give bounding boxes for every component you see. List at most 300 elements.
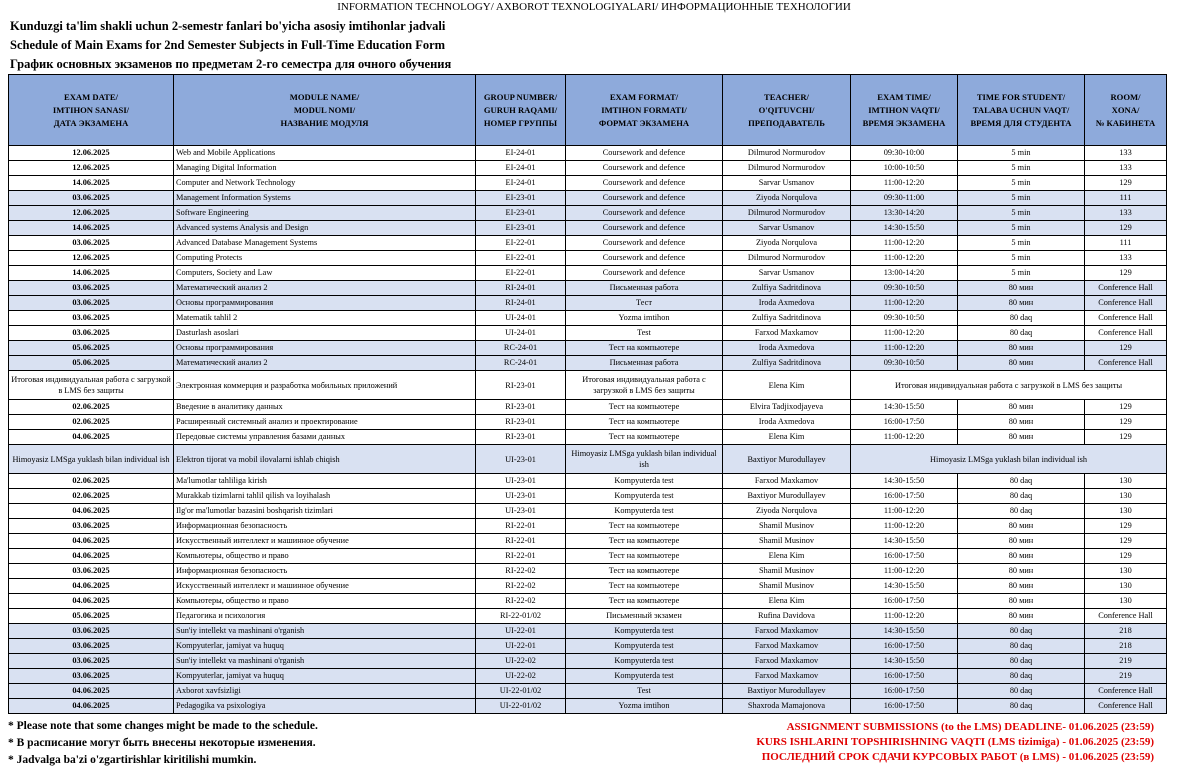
cell-date: 03.06.2025 [9, 519, 174, 534]
table-row [9, 176, 1167, 191]
cell-date: 03.06.2025 [9, 624, 174, 639]
note-uz: * Jadvalga ba'zi o'zgartirishlar kiritilishi mumkin. [8, 754, 257, 766]
subtitle-uz: Kunduzgi ta'lim shakli uchun 2-semestr fanlari bo'yicha asosiy imtihonlar jadvali [10, 19, 446, 33]
cell-format: Coursework and defence [566, 176, 723, 191]
cell-room: 130 [1085, 474, 1167, 489]
cell-group: RI-22-01/02 [476, 609, 566, 624]
cell-module: Dasturlash asoslari [174, 326, 476, 341]
cell-format: Итоговая индивидуальная работа с загрузкой в LMS без защиты [566, 371, 723, 400]
cell-module: Электронная коммерция и разработка мобильных приложений [174, 371, 476, 400]
column-header-exam-date [9, 75, 174, 146]
cell-duration: 80 мин [958, 400, 1085, 415]
cell-room: 133 [1085, 161, 1167, 176]
cell-time: 09:30-10:50 [851, 311, 958, 326]
cell-time: 11:00-12:20 [851, 296, 958, 311]
column-header-line: GURUH RAQAMI/ [483, 104, 558, 115]
column-header-line: ФОРМАТ ЭКЗАМЕНА [598, 117, 690, 128]
cell-duration: 80 мин [958, 534, 1085, 549]
table-row [9, 266, 1167, 281]
cell-module: Основы программирования [174, 296, 476, 311]
cell-module: Advanced Database Management Systems [174, 236, 476, 251]
column-header-line: НАЗВАНИЕ МОДУЛЯ [280, 117, 369, 128]
cell-group: UI-22-01 [476, 624, 566, 639]
cell-duration: 5 min [958, 236, 1085, 251]
cell-teacher: Baxtiyor Murodullayev [723, 489, 851, 504]
column-header-line: НОМЕР ГРУППЫ [483, 117, 558, 128]
cell-module: Advanced systems Analysis and Design [174, 221, 476, 236]
cell-date: 02.06.2025 [9, 474, 174, 489]
deadline-en: ASSIGNMENT SUBMISSIONS (to the LMS) DEADLINE- 01.06.2025 (23:59) [786, 721, 1154, 733]
cell-format: Coursework and defence [566, 191, 723, 206]
cell-room: Conference Hall [1085, 281, 1167, 296]
cell-room: Conference Hall [1085, 609, 1167, 624]
cell-time: 14:30-15:50 [851, 579, 958, 594]
cell-module: Sun'iy intellekt va mashinani o'rganish [174, 654, 476, 669]
cell-group: RI-22-01 [476, 549, 566, 564]
table-row [9, 430, 1167, 445]
cell-teacher: Iroda Axmedova [723, 341, 851, 356]
table-row [9, 594, 1167, 609]
cell-group: EI-22-01 [476, 251, 566, 266]
cell-module: Management Information Systems [174, 191, 476, 206]
cell-duration: 80 мин [958, 415, 1085, 430]
cell-duration: 80 daq [958, 654, 1085, 669]
cell-group: RI-24-01 [476, 296, 566, 311]
cell-time: 16:00-17:50 [851, 489, 958, 504]
column-header-room [1085, 75, 1167, 146]
cell-date: 04.06.2025 [9, 684, 174, 699]
cell-duration: 80 daq [958, 684, 1085, 699]
cell-date: 03.06.2025 [9, 311, 174, 326]
cell-teacher: Shamil Musinov [723, 534, 851, 549]
cell-group: UI-22-01/02 [476, 699, 566, 714]
cell-module: Kompyuterlar, jamiyat va huquq [174, 669, 476, 684]
cell-format: Test [566, 326, 723, 341]
cell-duration: 80 мин [958, 564, 1085, 579]
cell-time: 16:00-17:50 [851, 699, 958, 714]
cell-time: 11:00-12:20 [851, 251, 958, 266]
cell-format: Kompyuterda test [566, 489, 723, 504]
cell-module: Murakkab tizimlarni tahlil qilish va loyihalash [174, 489, 476, 504]
cell-room: 218 [1085, 639, 1167, 654]
cell-date: 12.06.2025 [9, 251, 174, 266]
cell-date: 12.06.2025 [9, 161, 174, 176]
table-row [9, 251, 1167, 266]
table-row [9, 356, 1167, 371]
cell-module: Искусственный интеллект и машинное обучение [174, 534, 476, 549]
cell-time: 16:00-17:50 [851, 594, 958, 609]
cell-time: 09:30-10:50 [851, 356, 958, 371]
cell-room: 219 [1085, 669, 1167, 684]
cell-format: Тест на компьютере [566, 534, 723, 549]
table-row [9, 161, 1167, 176]
cell-time: 16:00-17:50 [851, 415, 958, 430]
cell-group: EI-23-01 [476, 206, 566, 221]
cell-format: Тест [566, 296, 723, 311]
cell-module: Математический анализ 2 [174, 281, 476, 296]
cell-time: 14:30-15:50 [851, 654, 958, 669]
column-header-line: EXAM TIME/ [877, 91, 931, 102]
cell-module: Sun'iy intellekt va mashinani o'rganish [174, 624, 476, 639]
cell-format: Test [566, 684, 723, 699]
cell-format: Kompyuterda test [566, 504, 723, 519]
table-row [9, 326, 1167, 341]
table-row [9, 579, 1167, 594]
cell-format: Coursework and defence [566, 161, 723, 176]
cell-date: 03.06.2025 [9, 236, 174, 251]
cell-teacher: Shamil Musinov [723, 519, 851, 534]
cell-date: 14.06.2025 [9, 266, 174, 281]
cell-room: Conference Hall [1085, 296, 1167, 311]
cell-teacher: Farxod Maxkamov [723, 639, 851, 654]
table-row [9, 654, 1167, 669]
exam-schedule-table [8, 74, 1167, 714]
cell-room: 129 [1085, 415, 1167, 430]
cell-format: Kompyuterda test [566, 669, 723, 684]
cell-teacher: Shamil Musinov [723, 579, 851, 594]
cell-date: Итоговая индивидуальная работа с загрузкой в LMS без защиты [9, 371, 174, 400]
cell-format: Yozma imtihon [566, 699, 723, 714]
cell-teacher: Iroda Axmedova [723, 296, 851, 311]
cell-duration: 5 min [958, 266, 1085, 281]
cell-duration: 5 min [958, 161, 1085, 176]
cell-teacher: Baxtiyor Murodullayev [723, 445, 851, 474]
cell-duration: 80 daq [958, 699, 1085, 714]
column-header-group-number [476, 75, 566, 146]
deadline-ru: ПОСЛЕДНИЙ СРОК СДАЧИ КУРСОВЫХ РАБОТ (в LMS) - 01.06.2025 (23:59) [761, 751, 1154, 763]
cell-group: UI-22-02 [476, 669, 566, 684]
cell-format: Тест на компьютере [566, 594, 723, 609]
cell-group: UI-22-02 [476, 654, 566, 669]
cell-format: Тест на компьютере [566, 549, 723, 564]
column-header-exam-time [851, 75, 958, 146]
cell-time: 16:00-17:50 [851, 639, 958, 654]
note-ru: * В расписание могут быть внесены некоторые изменения. [8, 737, 316, 749]
cell-duration: 5 min [958, 251, 1085, 266]
cell-group: EI-24-01 [476, 176, 566, 191]
cell-group: UI-23-01 [476, 445, 566, 474]
cell-teacher: Ziyoda Norqulova [723, 504, 851, 519]
cell-group: RI-23-01 [476, 415, 566, 430]
table-header-row [9, 75, 1167, 146]
cell-time: 11:00-12:20 [851, 519, 958, 534]
cell-group: EI-22-01 [476, 266, 566, 281]
cell-duration: 80 мин [958, 296, 1085, 311]
cell-group: RI-22-02 [476, 579, 566, 594]
column-header-line: GROUP NUMBER/ [483, 91, 558, 102]
cell-time: 14:30-15:50 [851, 624, 958, 639]
cell-module: Основы программирования [174, 341, 476, 356]
cell-format: Kompyuterda test [566, 474, 723, 489]
table-row [9, 564, 1167, 579]
column-header-line: ВРЕМЯ ЭКЗАМЕНА [862, 117, 946, 128]
cell-duration: 5 min [958, 191, 1085, 206]
cell-format: Письменная работа [566, 356, 723, 371]
cell-time: 11:00-12:20 [851, 430, 958, 445]
table-row [9, 549, 1167, 564]
cell-time: 11:00-12:20 [851, 609, 958, 624]
cell-module: Axborot xavfsizligi [174, 684, 476, 699]
cell-room: Conference Hall [1085, 326, 1167, 341]
cell-teacher: Dilmurod Normurodov [723, 206, 851, 221]
cell-teacher: Dilmurod Normurodov [723, 251, 851, 266]
table-row [9, 311, 1167, 326]
subtitle-ru: График основных экзаменов по предметам 2-го семестра для очного обучения [10, 57, 452, 71]
cell-module: Software Engineering [174, 206, 476, 221]
cell-date: 14.06.2025 [9, 176, 174, 191]
cell-format: Coursework and defence [566, 251, 723, 266]
cell-module: Математический анализ 2 [174, 356, 476, 371]
cell-module: Компьютеры, общество и право [174, 549, 476, 564]
cell-room: 111 [1085, 236, 1167, 251]
cell-room: 129 [1085, 549, 1167, 564]
cell-date: 02.06.2025 [9, 400, 174, 415]
deadline-notices [756, 720, 1154, 765]
cell-merged-note: Итоговая индивидуальная работа с загрузкой в LMS без защиты [851, 371, 1167, 400]
cell-duration: 80 мин [958, 356, 1085, 371]
cell-date: 12.06.2025 [9, 146, 174, 161]
cell-teacher: Farxod Maxkamov [723, 474, 851, 489]
cell-duration: 5 min [958, 176, 1085, 191]
cell-module: Computers, Society and Law [174, 266, 476, 281]
cell-date: 03.06.2025 [9, 654, 174, 669]
cell-teacher: Farxod Maxkamov [723, 624, 851, 639]
cell-room: 133 [1085, 206, 1167, 221]
column-header-line: IMTIHON FORMATI/ [601, 104, 687, 115]
cell-format: Coursework and defence [566, 146, 723, 161]
table-row [9, 534, 1167, 549]
cell-time: 09:30-10:00 [851, 146, 958, 161]
cell-module: Computing Protects [174, 251, 476, 266]
cell-time: 11:00-12:20 [851, 176, 958, 191]
cell-date: 03.06.2025 [9, 191, 174, 206]
column-header-line: ВРЕМЯ ДЛЯ СТУДЕНТА [970, 117, 1072, 128]
column-header-line: TEACHER/ [764, 91, 809, 102]
cell-format: Kompyuterda test [566, 639, 723, 654]
cell-group: RI-23-01 [476, 430, 566, 445]
cell-teacher: Sarvar Usmanov [723, 176, 851, 191]
cell-room: 129 [1085, 221, 1167, 236]
cell-date: 03.06.2025 [9, 564, 174, 579]
cell-module: Ma'lumotlar tahliliga kirish [174, 474, 476, 489]
column-header-line: TALABA UCHUN VAQT/ [972, 104, 1070, 115]
cell-date: 14.06.2025 [9, 221, 174, 236]
cell-time: 11:00-12:20 [851, 236, 958, 251]
table-row [9, 236, 1167, 251]
cell-date: 03.06.2025 [9, 326, 174, 341]
cell-teacher: Rufina Davidova [723, 609, 851, 624]
cell-group: RI-22-01 [476, 534, 566, 549]
cell-module: Введение в аналитику данных [174, 400, 476, 415]
cell-duration: 80 мин [958, 519, 1085, 534]
cell-teacher: Ziyoda Norqulova [723, 236, 851, 251]
column-header-line: O'QITUVCHI/ [758, 104, 815, 115]
cell-module: Managing Digital Information [174, 161, 476, 176]
column-header-time-for-student [958, 75, 1085, 146]
cell-duration: 80 мин [958, 609, 1085, 624]
cell-module: Информационная безопасность [174, 519, 476, 534]
cell-module: Расширенный системный анализ и проектирование [174, 415, 476, 430]
cell-duration: 80 daq [958, 504, 1085, 519]
cell-teacher: Iroda Axmedova [723, 415, 851, 430]
cell-teacher: Shaxroda Mamajonova [723, 699, 851, 714]
cell-duration: 80 daq [958, 326, 1085, 341]
cell-group: UI-22-01 [476, 639, 566, 654]
cell-teacher: Elena Kim [723, 594, 851, 609]
cell-time: 11:00-12:20 [851, 504, 958, 519]
cell-module: Matematik tahlil 2 [174, 311, 476, 326]
cell-group: RI-23-01 [476, 400, 566, 415]
cell-duration: 80 мин [958, 281, 1085, 296]
cell-room: Conference Hall [1085, 684, 1167, 699]
cell-duration: 80 daq [958, 669, 1085, 684]
cell-group: UI-24-01 [476, 326, 566, 341]
cell-date: 05.06.2025 [9, 356, 174, 371]
cell-group: RI-22-01 [476, 519, 566, 534]
cell-module: Web and Mobile Applications [174, 146, 476, 161]
column-header-line: EXAM FORMAT/ [609, 91, 679, 102]
column-header-exam-format [566, 75, 723, 146]
cell-date: 04.06.2025 [9, 594, 174, 609]
cell-duration: 80 мин [958, 341, 1085, 356]
cell-duration: 80 daq [958, 474, 1085, 489]
cell-format: Тест на компьютере [566, 519, 723, 534]
cell-teacher: Baxtiyor Murodullayev [723, 684, 851, 699]
cell-room: 219 [1085, 654, 1167, 669]
cell-module: Elektron tijorat va mobil ilovalarni ishlab chiqish [174, 445, 476, 474]
cell-module: Педагогика и психология [174, 609, 476, 624]
cell-teacher: Dilmurod Normurodov [723, 146, 851, 161]
cell-duration: 80 мин [958, 594, 1085, 609]
cell-group: RI-22-02 [476, 594, 566, 609]
cell-teacher: Elena Kim [723, 371, 851, 400]
cell-room: Conference Hall [1085, 311, 1167, 326]
cell-module: Computer and Network Technology [174, 176, 476, 191]
cell-room: 111 [1085, 191, 1167, 206]
table-row [9, 341, 1167, 356]
cell-duration: 5 min [958, 146, 1085, 161]
cell-time: 16:00-17:50 [851, 684, 958, 699]
cell-time: 11:00-12:20 [851, 564, 958, 579]
cell-time: 14:30-15:50 [851, 400, 958, 415]
cell-room: Conference Hall [1085, 699, 1167, 714]
cell-date: 04.06.2025 [9, 699, 174, 714]
cell-teacher: Zulfiya Sadritdinova [723, 311, 851, 326]
column-header-line: MODULE NAME/ [289, 91, 360, 102]
column-header-line: XONA/ [1111, 104, 1140, 115]
cell-time: 11:00-12:20 [851, 326, 958, 341]
cell-duration: 80 мин [958, 579, 1085, 594]
cell-module: Ilg'or ma'lumotlar bazasini boshqarish tizimlari [174, 504, 476, 519]
deadline-uz: KURS ISHLARINI TOPSHIRISHNING VAQTI (LMS tizimiga) - 01.06.2025 (23:59) [756, 736, 1154, 748]
cell-date: Himoyasiz LMSga yuklash bilan individual ish [9, 445, 174, 474]
cell-teacher: Shamil Musinov [723, 564, 851, 579]
cell-module: Информационная безопасность [174, 564, 476, 579]
cell-date: 02.06.2025 [9, 415, 174, 430]
column-header-line: IMTIHON VAQTI/ [868, 104, 940, 115]
cell-format: Himoyasiz LMSga yuklash bilan individual ish [566, 445, 723, 474]
cell-module: Передовые системы управления базами данных [174, 430, 476, 445]
cell-format: Тест на компьютере [566, 415, 723, 430]
cell-room: Conference Hall [1085, 356, 1167, 371]
cell-module: Kompyuterlar, jamiyat va huquq [174, 639, 476, 654]
cell-teacher: Zulfiya Sadritdinova [723, 281, 851, 296]
column-header-line: № КАБИНЕТА [1095, 117, 1156, 128]
cell-room: 130 [1085, 504, 1167, 519]
cell-time: 13:30-14:20 [851, 206, 958, 221]
cell-room: 129 [1085, 176, 1167, 191]
table-row [9, 489, 1167, 504]
cell-group: EI-22-01 [476, 236, 566, 251]
cell-date: 04.06.2025 [9, 534, 174, 549]
cell-teacher: Sarvar Usmanov [723, 221, 851, 236]
cell-format: Тест на компьютере [566, 341, 723, 356]
cell-group: EI-24-01 [476, 161, 566, 176]
cell-format: Письменный экзамен [566, 609, 723, 624]
column-header-module-name [174, 75, 476, 146]
cell-format: Тест на компьютере [566, 579, 723, 594]
cell-duration: 80 daq [958, 311, 1085, 326]
table-row [9, 504, 1167, 519]
table-row [9, 609, 1167, 624]
cell-module: Искусственный интеллект и машинное обучение [174, 579, 476, 594]
cell-time: 09:30-11:00 [851, 191, 958, 206]
cell-duration: 80 daq [958, 624, 1085, 639]
cell-teacher: Elena Kim [723, 430, 851, 445]
column-header-line: EXAM DATE/ [63, 91, 119, 102]
cell-duration: 5 min [958, 206, 1085, 221]
column-header-line: ПРЕПОДАВАТЕЛЬ [748, 117, 825, 128]
cell-date: 05.06.2025 [9, 609, 174, 624]
table-row [9, 519, 1167, 534]
cell-room: 129 [1085, 534, 1167, 549]
column-header-line: IMTIHON SANASI/ [52, 104, 130, 115]
cell-teacher: Farxod Maxkamov [723, 654, 851, 669]
cell-date: 12.06.2025 [9, 206, 174, 221]
cell-group: RC-24-01 [476, 341, 566, 356]
cell-format: Coursework and defence [566, 221, 723, 236]
column-header-line: TIME FOR STUDENT/ [976, 91, 1066, 102]
cell-room: 129 [1085, 400, 1167, 415]
cell-time: 10:00-10:50 [851, 161, 958, 176]
table-row [9, 415, 1167, 430]
cell-room: 133 [1085, 146, 1167, 161]
cell-teacher: Dilmurod Normurodov [723, 161, 851, 176]
table-row [9, 296, 1167, 311]
cell-date: 03.06.2025 [9, 281, 174, 296]
cell-format: Coursework and defence [566, 206, 723, 221]
table-row [9, 624, 1167, 639]
cell-room: 130 [1085, 579, 1167, 594]
cell-format: Yozma imtihon [566, 311, 723, 326]
cell-teacher: Farxod Maxkamov [723, 326, 851, 341]
cell-time: 09:30-10:50 [851, 281, 958, 296]
cell-group: UI-23-01 [476, 504, 566, 519]
cell-module: Компьютеры, общество и право [174, 594, 476, 609]
cell-module: Pedagogika va psixologiya [174, 699, 476, 714]
cell-group: EI-23-01 [476, 191, 566, 206]
cell-room: 129 [1085, 430, 1167, 445]
page-title: INFORMATION TECHNOLOGY/ AXBOROT TEXNOLOGIYALARI/ ИНФОРМАЦИОННЫЕ ТЕХНОЛОГИИ [337, 1, 851, 13]
cell-teacher: Ziyoda Norqulova [723, 191, 851, 206]
cell-room: 129 [1085, 266, 1167, 281]
table-row [9, 281, 1167, 296]
cell-format: Coursework and defence [566, 266, 723, 281]
cell-merged-note: Himoyasiz LMSga yuklash bilan individual ish [851, 445, 1167, 474]
cell-group: UI-23-01 [476, 474, 566, 489]
cell-format: Тест на компьютере [566, 400, 723, 415]
column-header-teacher [723, 75, 851, 146]
